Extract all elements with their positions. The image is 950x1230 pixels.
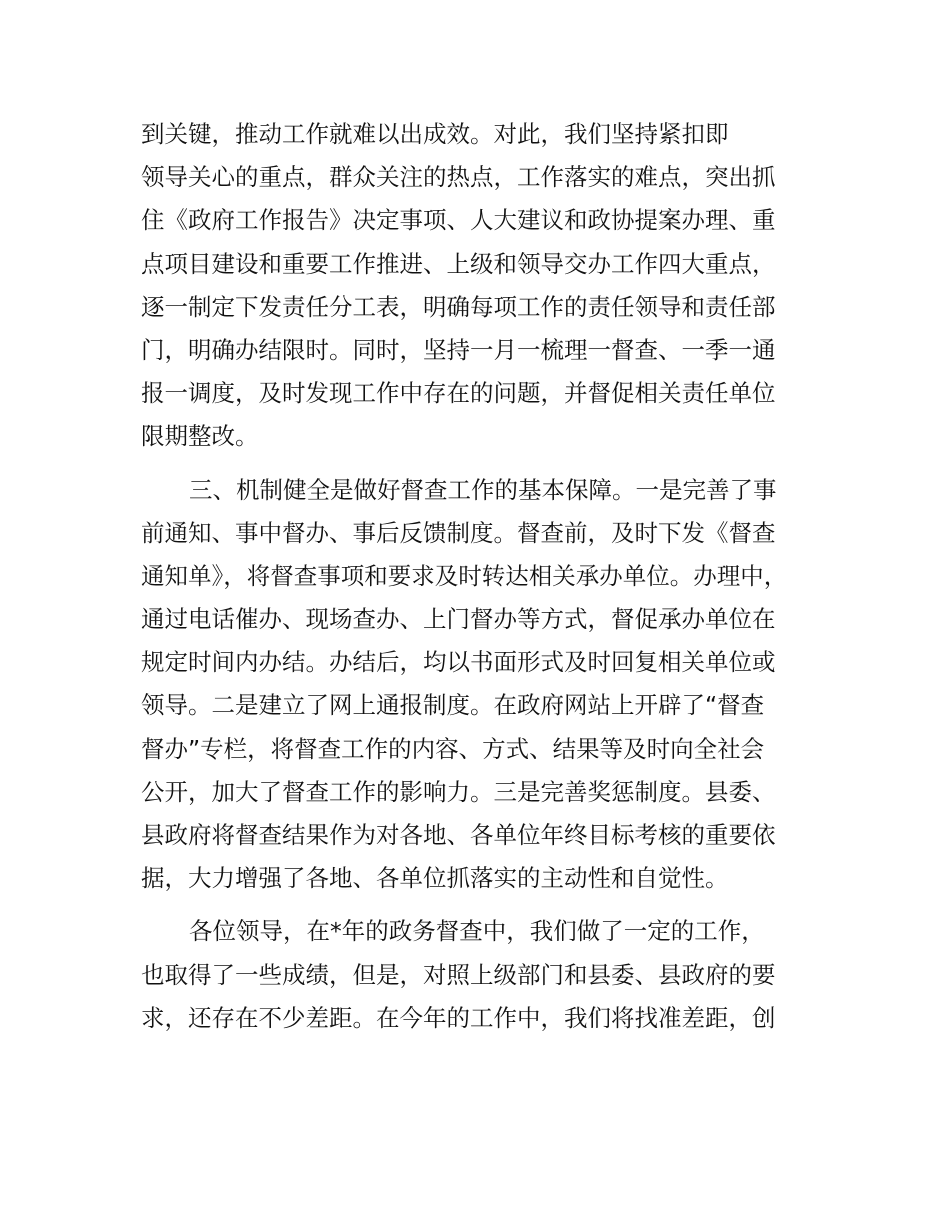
text-line: 也取得了一些成绩，但是，对照上级部门和县委、县政府的要 bbox=[141, 960, 776, 989]
text-line: 领导关心的重点，群众关注的热点，工作落实的难点，突出抓 bbox=[141, 163, 776, 192]
text-line: 求，还存在不少差距。在今年的工作中，我们将找准差距，创 bbox=[141, 1003, 776, 1032]
text-line: 到关键，推动工作就难以出成效。对此，我们坚持紧扣即 bbox=[141, 120, 729, 148]
text-line: 报一调度，及时发现工作中存在的问题，并督促相关责任单位 bbox=[141, 379, 776, 408]
text-line: 公开，加大了督查工作的影响力。三是完善奖惩制度。县委、 bbox=[141, 777, 776, 806]
text-line: 县政府将督查结果作为对各地、各单位年终目标考核的重要依 bbox=[141, 821, 776, 849]
text-line: 点项目建设和重要工作推进、上级和领导交办工作四大重点， bbox=[141, 249, 776, 278]
paragraph-3 bbox=[141, 910, 821, 1040]
text-line: 门，明确办结限时。同时，坚持一月一梳理一督查、一季一通 bbox=[141, 335, 776, 364]
text-line: 限期整改。 bbox=[141, 422, 259, 451]
text-line: 三、机制健全是做好督查工作的基本保障。一是完善了事 bbox=[189, 475, 777, 504]
text-line: 逐一制定下发责任分工表，明确每项工作的责任领导和责任部 bbox=[141, 292, 776, 321]
text-line: 前通知、事中督办、事后反馈制度。督查前，及时下发《督查 bbox=[141, 518, 776, 547]
text-line: 通过电话催办、现场查办、上门督办等方式，督促承办单位在 bbox=[141, 605, 776, 634]
text-line: 督办”专栏，将督查工作的内容、方式、结果等及时向全社会 bbox=[141, 734, 765, 763]
text-line: 领导。二是建立了网上通报制度。在政府网站上开辟了“督查 bbox=[141, 691, 765, 720]
text-line: 通知单》，将督查事项和要求及时转达相关承办单位。办理中， bbox=[141, 561, 788, 590]
text-line: 各位领导，在*年的政务督查中，我们做了一定的工作， bbox=[189, 917, 765, 946]
text-line: 住《政府工作报告》决定事项、人大建议和政协提案办理、重 bbox=[141, 206, 776, 235]
text-line: 据，大力增强了各地、各单位抓落实的主动性和自觉性。 bbox=[141, 864, 729, 893]
paragraph-2 bbox=[141, 469, 821, 901]
text-line: 规定时间内办结。办结后，均以书面形式及时回复相关单位或 bbox=[141, 648, 776, 677]
document-body bbox=[141, 113, 821, 1040]
paragraph-1 bbox=[141, 113, 821, 459]
